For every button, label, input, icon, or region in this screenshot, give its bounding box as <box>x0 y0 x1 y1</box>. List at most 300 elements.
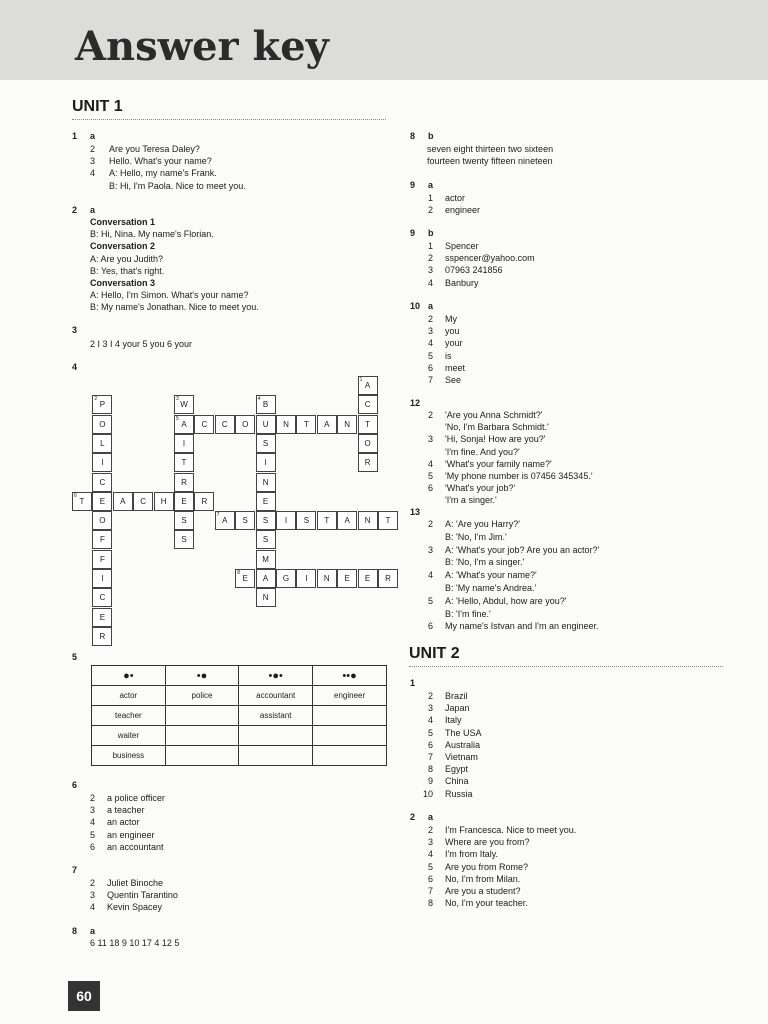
crossword-cell <box>154 492 174 511</box>
ex3-number: 3 <box>72 325 78 335</box>
crossword-cell <box>92 434 112 453</box>
item-number: 4 <box>427 715 433 726</box>
crossword-cell <box>256 395 276 414</box>
list-item: Russia <box>445 788 473 799</box>
list-item: you <box>445 326 460 337</box>
crossword-cell <box>92 588 112 607</box>
ex8a-sub: a <box>90 926 96 936</box>
crossword-letter: N <box>262 593 269 603</box>
ex1-sub: a <box>90 131 96 141</box>
crossword-letter: T <box>385 516 391 526</box>
list-item: Quentin Tarantino <box>107 890 178 901</box>
list-item: Are you a student? <box>445 886 521 896</box>
crossword-cell <box>276 415 296 434</box>
list-item: 'I'm a singer.' <box>445 495 497 506</box>
ex6-number: 6 <box>72 780 78 790</box>
list-item: The USA <box>445 727 482 738</box>
crossword-cell <box>92 511 112 530</box>
crossword-letter: O <box>364 438 371 448</box>
stress-pattern: ●• <box>92 666 166 686</box>
crossword-cell <box>256 453 276 472</box>
list-item: A: Are you Judith? <box>90 253 164 264</box>
crossword-cell <box>92 473 112 492</box>
list-item: 'What's your job?' <box>445 483 516 494</box>
table-cell: teacher <box>92 706 166 726</box>
item-number: 9 <box>427 776 433 787</box>
list-item: Hello. What's your name? <box>109 156 212 167</box>
crossword-cell <box>92 415 112 434</box>
list-item: B: My name's Jonathan. Nice to meet you. <box>90 302 259 313</box>
item-number: 6 <box>427 362 433 373</box>
crossword-cell <box>358 395 378 414</box>
crossword-letter: A <box>181 419 187 429</box>
item-number: 2 <box>89 793 95 803</box>
table-cell <box>165 706 238 726</box>
crossword-cell <box>174 492 194 511</box>
list-item: See <box>445 375 462 385</box>
list-item: Are you from Rome? <box>445 861 529 872</box>
crossword-cell <box>174 434 194 453</box>
crossword-letter: I <box>284 516 288 526</box>
crossword-cell <box>337 511 357 530</box>
crossword-letter: O <box>242 419 249 429</box>
crossword-letter: A <box>120 496 126 506</box>
ex10-number: 10 <box>410 301 421 311</box>
u2-ex2-sub: a <box>428 812 434 822</box>
list-item: B: Hi, I'm Paola. Nice to meet you. <box>109 180 246 191</box>
stress-pattern: •● <box>165 666 238 686</box>
list-item: A: Hello, my name's Frank. <box>109 168 217 179</box>
crossword-cell <box>133 492 153 511</box>
list-item: My name's Istvan and I'm an engineer. <box>445 621 599 632</box>
crossword-cell <box>296 511 316 530</box>
crossword-cell <box>358 511 378 530</box>
crossword-cell <box>358 376 378 395</box>
crossword-letter: R <box>385 574 391 583</box>
crossword-letter: T <box>365 419 371 429</box>
ex2-number: 2 <box>72 205 78 215</box>
list-item: 'I'm fine. And you?' <box>445 446 520 457</box>
crossword-letter: T <box>79 496 85 506</box>
list-item: Are you Teresa Daley? <box>109 144 200 154</box>
item-number: 6 <box>427 873 433 884</box>
ex8b-line1: seven eight thirteen two sixteen <box>427 144 554 154</box>
crossword-cell <box>92 569 112 588</box>
item-number: 4 <box>427 338 433 349</box>
list-item: B: 'No, I'm a singer.' <box>445 557 525 568</box>
crossword-cell <box>92 627 112 646</box>
ex1-number: 1 <box>72 131 78 141</box>
crossword-cell <box>92 492 112 511</box>
list-item: I'm from Italy. <box>445 849 499 860</box>
item-number: 3 <box>89 890 95 901</box>
crossword-cell <box>235 415 255 434</box>
crossword-cell <box>174 415 194 434</box>
unit1-rule <box>72 119 386 120</box>
crossword-cell <box>296 569 316 588</box>
crossword-letter: I <box>101 458 104 468</box>
crossword-cell <box>92 395 112 414</box>
item-number: 7 <box>427 752 433 762</box>
table-cell: assistant <box>239 706 313 726</box>
crossword-cell <box>317 511 337 530</box>
table-cell: waiter <box>92 726 166 746</box>
crossword-letter: C <box>140 496 147 506</box>
list-item: Spencer <box>445 241 479 251</box>
list-item: B: 'I'm fine.' <box>445 608 491 619</box>
crossword-letter: R <box>181 477 187 487</box>
list-item: China <box>445 776 469 787</box>
item-number: 6 <box>427 483 433 494</box>
table-cell: engineer <box>313 686 387 706</box>
crossword-cell <box>358 415 378 434</box>
ex3-answer: 2 I 3 I 4 your 5 you 6 your <box>90 339 193 349</box>
list-item: B: Yes, that's right. <box>90 265 165 276</box>
list-item: an actor <box>107 817 140 828</box>
table-cell <box>165 726 238 746</box>
page-number: 60 <box>68 981 100 1011</box>
u2-ex1-number: 1 <box>410 678 416 688</box>
crossword-letter: F <box>99 554 105 564</box>
crossword-cell <box>194 492 214 511</box>
crossword-cell <box>92 608 112 627</box>
u2-ex2-number: 2 <box>410 812 416 822</box>
conversation-heading: Conversation 3 <box>90 278 156 288</box>
table-cell: business <box>92 746 166 766</box>
crossword-cell <box>256 473 276 492</box>
item-number: 2 <box>427 253 433 264</box>
ex7-number: 7 <box>72 865 78 875</box>
crossword-letter: S <box>181 516 187 526</box>
item-number: 2 <box>427 205 433 216</box>
crossword-letter: A <box>262 574 269 583</box>
crossword-letter: T <box>181 458 187 468</box>
crossword-letter: N <box>262 477 269 487</box>
crossword-letter: U <box>262 419 269 429</box>
crossword-letter: B <box>262 400 269 410</box>
crossword-letter: R <box>99 631 106 641</box>
ex8b-number: 8 <box>410 131 416 141</box>
item-number: 3 <box>427 703 433 714</box>
crossword-cell <box>256 511 276 530</box>
crossword-letter: S <box>262 535 269 545</box>
crossword-letter: C <box>221 419 228 429</box>
list-item: your <box>445 338 463 349</box>
ex9a-number: 9 <box>410 180 416 190</box>
crossword-letter: N <box>344 419 351 429</box>
crossword-cell <box>256 530 276 549</box>
item-number: 4 <box>89 168 95 179</box>
conversation-heading: Conversation 1 <box>90 217 156 227</box>
list-item: Australia <box>445 739 481 750</box>
list-item: actor <box>445 193 466 203</box>
list-item: Where are you from? <box>445 837 530 848</box>
item-number: 2 <box>427 519 433 529</box>
ex10-sub: a <box>428 301 434 311</box>
item-number: 4 <box>427 458 433 469</box>
crossword-letter: E <box>242 574 248 583</box>
crossword-cell <box>256 492 276 511</box>
crossword-letter: F <box>99 535 105 545</box>
list-item: engineer <box>445 205 481 216</box>
item-number: 8 <box>427 898 433 909</box>
list-item: 'Hi, Sonja! How are you?' <box>445 434 546 445</box>
item-number: 1 <box>427 193 433 203</box>
list-item: sspencer@yahoo.com <box>445 253 535 264</box>
ex8a-answer: 6 11 18 9 10 17 4 12 5 <box>90 938 180 948</box>
table-cell <box>239 746 313 766</box>
crossword-letter: C <box>201 419 208 429</box>
list-item: Italy <box>445 715 462 726</box>
ex8b-line2: fourteen twenty fifteen nineteen <box>427 156 553 166</box>
list-item: A: 'Hello, Abdul, how are you?' <box>445 595 567 606</box>
crossword-cell <box>317 569 337 588</box>
item-number: 5 <box>427 471 433 481</box>
clue-number: 7 <box>216 512 220 519</box>
crossword-letter: G <box>282 574 290 583</box>
list-item: 'No, I'm Barbara Schmidt.' <box>445 422 549 433</box>
table-cell <box>239 726 313 746</box>
list-item: 'My phone number is 07456 345345.' <box>445 471 593 481</box>
crossword-cell <box>174 473 194 492</box>
item-number: 5 <box>427 350 433 361</box>
list-item: Egypt <box>445 764 469 775</box>
ex9b-number: 9 <box>410 228 416 238</box>
list-item: Vietnam <box>445 752 478 762</box>
stress-pattern: •●• <box>239 666 313 686</box>
crossword-cell <box>174 511 194 530</box>
list-item: is <box>445 350 452 361</box>
crossword-cell <box>256 415 276 434</box>
list-item: A: 'What's your name?' <box>445 570 537 581</box>
crossword-cell <box>92 453 112 472</box>
crossword-letter: O <box>99 516 106 526</box>
crossword-letter: S <box>181 535 187 545</box>
item-number: 4 <box>89 902 95 913</box>
crossword-letter: S <box>262 438 269 448</box>
list-item: I'm Francesca. Nice to meet you. <box>445 825 577 835</box>
crossword-letter: I <box>305 574 308 583</box>
crossword-letter: R <box>364 458 371 468</box>
crossword-cell <box>72 492 92 511</box>
crossword-letter: A <box>344 516 350 526</box>
crossword-cell <box>174 395 194 414</box>
crossword-cell <box>337 569 357 588</box>
ex9a-sub: a <box>428 180 434 190</box>
item-number: 5 <box>89 829 95 840</box>
crossword-cell <box>92 550 112 569</box>
item-number: 4 <box>427 570 433 581</box>
table-row <box>92 726 387 746</box>
list-item: 07963 241856 <box>445 265 503 276</box>
item-number: 6 <box>427 621 433 632</box>
crossword-cell <box>235 511 255 530</box>
item-number: 10 <box>422 788 433 799</box>
crossword-letter: S <box>303 516 310 526</box>
crossword-letter: L <box>100 438 105 448</box>
crossword-letter: I <box>264 458 267 468</box>
crossword-letter: I <box>182 438 186 448</box>
crossword-cell <box>113 492 133 511</box>
table-row <box>92 706 387 726</box>
item-number: 3 <box>89 156 95 167</box>
unit1-heading: UNIT 1 <box>72 98 123 115</box>
conversation-heading: Conversation 2 <box>90 241 156 252</box>
table-cell <box>313 726 387 746</box>
ex4-number: 4 <box>72 362 78 372</box>
ex2-sub: a <box>90 205 96 215</box>
crossword-letter: O <box>99 419 106 429</box>
crossword-letter: E <box>181 496 187 506</box>
list-item: B: 'No, I'm Jim.' <box>445 531 507 542</box>
page-title: Answer key <box>75 23 329 70</box>
crossword-letter: E <box>99 612 106 622</box>
crossword-cell <box>337 415 357 434</box>
list-item: an engineer <box>107 829 155 840</box>
list-item: My <box>445 314 457 324</box>
crossword-cell <box>174 530 194 549</box>
item-number: 4 <box>89 817 95 828</box>
clue-number: 3 <box>176 396 179 403</box>
item-number: 3 <box>427 434 433 445</box>
crossword-letter: C <box>99 477 106 487</box>
item-number: 8 <box>427 764 433 775</box>
item-number: 2 <box>427 314 433 324</box>
crossword-letter: A <box>324 419 330 429</box>
list-item: meet <box>445 362 466 373</box>
ex9b-sub: b <box>428 228 434 238</box>
crossword-letter: N <box>283 419 289 429</box>
crossword-cell <box>317 415 337 434</box>
list-item: A: Hello, I'm Simon. What's your name? <box>90 290 249 301</box>
ex5-number: 5 <box>72 652 78 662</box>
crossword-cell <box>276 569 296 588</box>
list-item: No, I'm your teacher. <box>445 898 528 909</box>
list-item: Kevin Spacey <box>107 902 163 913</box>
list-item: Brazil <box>445 691 468 701</box>
clue-number: 5 <box>176 415 179 422</box>
item-number: 2 <box>427 825 433 835</box>
stress-table <box>91 665 387 766</box>
clue-number: 2 <box>94 396 98 403</box>
crossword-letter: E <box>364 574 371 583</box>
stress-row <box>92 666 387 686</box>
item-number: 5 <box>427 861 433 872</box>
item-number: 3 <box>427 265 433 276</box>
item-number: 2 <box>427 410 433 420</box>
item-number: 3 <box>89 805 95 816</box>
crossword-cell <box>296 415 316 434</box>
crossword-cell <box>378 511 398 530</box>
table-cell <box>313 746 387 766</box>
crossword-cell <box>215 415 235 434</box>
table-cell: police <box>165 686 238 706</box>
crossword-cell <box>276 511 296 530</box>
ex8a-number: 8 <box>72 926 78 936</box>
item-number: 3 <box>427 326 433 337</box>
item-number: 7 <box>427 886 433 896</box>
ex12-number: 12 <box>410 398 421 408</box>
crossword-letter: I <box>101 574 104 583</box>
list-item: 'Are you Anna Schmidt?' <box>445 410 543 420</box>
list-item: a police officer <box>107 793 165 803</box>
crossword-letter: P <box>99 400 106 410</box>
table-cell: accountant <box>239 686 313 706</box>
list-item: Japan <box>445 703 470 714</box>
table-cell <box>165 746 238 766</box>
item-number: 3 <box>427 544 433 555</box>
crossword-cell <box>92 530 112 549</box>
list-item: Juliet Binoche <box>107 878 164 888</box>
crossword-letter: S <box>262 516 269 526</box>
crossword-letter: H <box>160 496 167 506</box>
item-number: 6 <box>89 841 95 852</box>
crossword-letter: A <box>222 516 228 526</box>
crossword-cell <box>235 569 255 588</box>
list-item: B: 'My name's Andrea.' <box>445 583 537 593</box>
list-item: B: Hi, Nina. My name's Florian. <box>90 229 214 240</box>
crossword-letter: E <box>262 496 269 506</box>
item-number: 6 <box>427 739 433 750</box>
list-item: Banbury <box>445 277 479 288</box>
clue-number: 6 <box>74 492 77 499</box>
crossword-letter: N <box>323 574 330 583</box>
item-number: 4 <box>427 849 433 860</box>
crossword-cell <box>358 453 378 472</box>
crossword-letter: E <box>99 496 106 506</box>
crossword-letter: S <box>242 516 248 526</box>
item-number: 2 <box>427 691 433 701</box>
crossword-cell <box>174 453 194 472</box>
table-row <box>92 746 387 766</box>
crossword-cell <box>215 511 235 530</box>
item-number: 1 <box>427 241 433 251</box>
item-number: 5 <box>427 727 433 738</box>
clue-number: 8 <box>237 570 240 576</box>
crossword-letter: E <box>344 574 350 583</box>
item-number: 4 <box>427 277 433 288</box>
crossword-cell <box>256 550 276 569</box>
list-item: No, I'm from Milan. <box>445 873 521 884</box>
ex13-number: 13 <box>410 507 421 517</box>
table-cell: actor <box>92 686 166 706</box>
crossword-cell <box>256 588 276 607</box>
item-number: 2 <box>89 144 95 154</box>
crossword-cell <box>256 569 276 588</box>
crossword-letter: W <box>180 400 188 410</box>
crossword-cell <box>358 434 378 453</box>
crossword-letter: A <box>364 381 371 390</box>
stress-pattern: ••● <box>313 666 387 686</box>
crossword-letter: N <box>364 516 371 526</box>
clue-number: 1 <box>359 377 363 383</box>
list-item: A: 'Are you Harry?' <box>445 519 520 529</box>
list-item: 'What's your family name?' <box>445 458 552 469</box>
unit2-heading: UNIT 2 <box>409 645 460 662</box>
list-item: a teacher <box>107 805 145 816</box>
list-item: an accountant <box>107 841 164 852</box>
crossword-letter: T <box>303 419 309 429</box>
unit2-rule <box>409 666 723 667</box>
crossword-cell <box>256 434 276 453</box>
crossword-cell <box>378 569 398 588</box>
list-item: A: 'What's your job? Are you an actor?' <box>445 544 600 555</box>
table-row <box>92 686 387 706</box>
crossword-letter: T <box>324 516 330 526</box>
item-number: 3 <box>427 837 433 848</box>
crossword-letter: R <box>201 496 208 506</box>
ex8b-sub: b <box>428 131 434 141</box>
